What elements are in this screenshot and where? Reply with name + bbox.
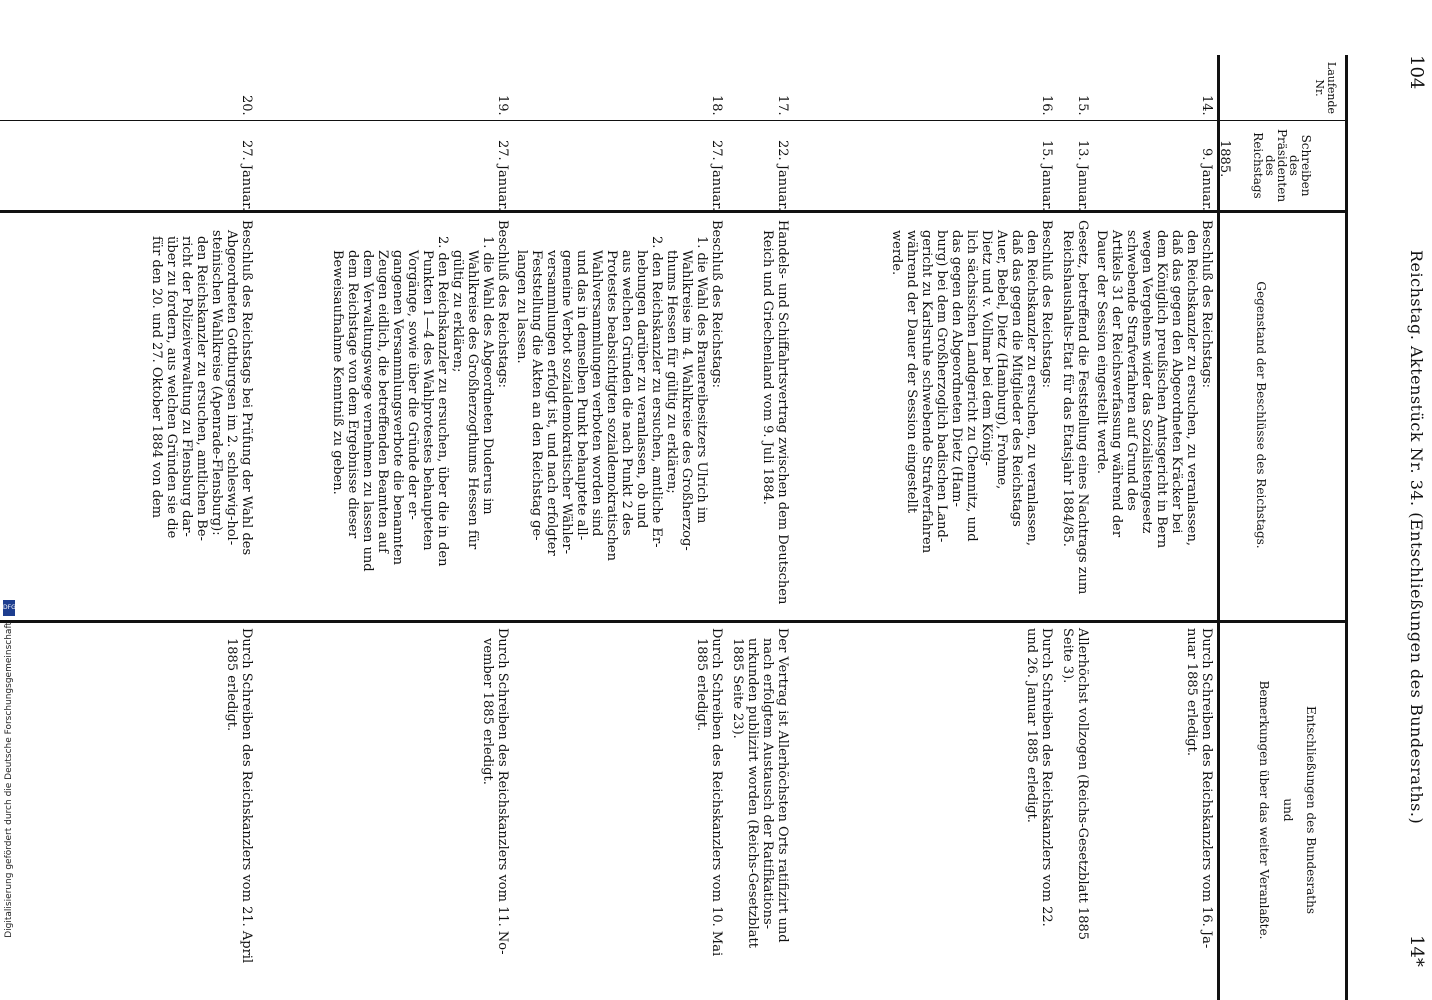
row-19-subject-2: Wahlkreise des Großherzogthums Hessen für: [465, 250, 480, 550]
row-14-subject-5: schwebende Strafverfahren auf Grund des: [1124, 230, 1139, 511]
row-15-subject-0: Gesetz, betreffend die Feststellung eines Nachtrags zum: [1075, 220, 1090, 595]
page-number: 104: [1406, 55, 1427, 90]
row-18-subject-13: langen zu lassen.: [514, 250, 529, 364]
row-14-subject-2: daß das gegen den Abgeordneten Kräcker bei: [1169, 230, 1184, 534]
row-17-remarks-1: nach erfolgtem Austausch der Ratifikations-: [760, 638, 775, 930]
rule-header-bottom: [1217, 55, 1220, 1000]
row-19-subject-5: Punkten 1—4 des Wahlprotestes behaupteten: [420, 250, 435, 551]
row-14-remarks-0: Durch Schreiben des Reichskanzlers vom 16. Ja-: [1199, 628, 1214, 949]
row-20-subject-5: über zu fordern, aus welchen Gründen sie die: [164, 236, 179, 539]
page-mark: 14*: [1406, 935, 1427, 967]
row-17-remarks-3: 1885 Seite 23).: [730, 638, 745, 739]
rule-after-nr: [0, 120, 1348, 121]
row-20-subject-4: richt der Polizeiverwaltung zu Flensburg dar-: [179, 236, 194, 537]
row-20-subject-2: steinischen Wahlkreise (Apenrade-Flensburg):: [209, 230, 224, 536]
row-18-subject-12: Feststellung die Akten an den Reichstag ge-: [529, 250, 544, 541]
row-16-subject-2: daß das gegen die Mitglieder des Reichstags: [1009, 230, 1024, 527]
row-18-subject-1: 1. die Wahl des Brauereibesitzers Ulrich im: [694, 236, 709, 524]
row-18-subject-6: aus welchen Gründen die nach Punkt 2 des: [619, 250, 634, 536]
row-17-remarks-0: Der Vertrag ist Allerhöchsten Orts ratifizirt und: [775, 628, 790, 943]
row-18-subject-4: 2. den Reichskanzler zu ersuchen, amtliche Er-: [649, 236, 664, 548]
row-18-subject-3: thums Hessen für gültig zu erklären;: [664, 250, 679, 494]
row-16-subject-5: lich sächsischen Landgericht zu Chemnitz, und: [964, 230, 979, 542]
row-19-subject-6: Vorgänge, sowie über die Gründe der er-: [405, 250, 420, 520]
row-20-subject-1: Abgeordneten Gottburgsen im 2. schleswig-hol-: [224, 230, 239, 546]
row-15-remarks-1: Seite 3).: [1060, 628, 1075, 684]
row-16-subject-4: Dietz und v. Vollmar bei dem König-: [979, 230, 994, 466]
row-16-subject-10: werde.: [889, 230, 904, 276]
row-15-remarks-0: Allerhöchst vollzogen (Reichs-Gesetzblatt 1885: [1075, 628, 1090, 941]
row-18-subject-10: gemeine Verbot sozialdemokratischer Wähler-: [559, 250, 574, 554]
digitization-footer: [2, 600, 16, 980]
row-20-date: 27. Januar.: [239, 140, 254, 212]
row-18-remarks-1: 1885 erledigt.: [694, 638, 709, 732]
row-14-subject-3: dem Königlich preußischen Amtsgericht in Bern: [1154, 230, 1169, 549]
row-16-subject-6: das gegen den Abgeordneten Dietz (Ham-: [949, 230, 964, 507]
row-20-subject-3: den Reichskanzler zu ersuchen, amtlichen Be-: [194, 236, 209, 541]
row-14-nr: 14.: [1199, 95, 1214, 116]
row-20-nr: 20.: [239, 95, 254, 116]
row-18-subject-8: Wahlversammlungen verboten worden sind: [589, 250, 604, 537]
row-17-subject-0: Handels- und Schiffahrtsvertrag zwischen dem Deutschen: [775, 220, 790, 605]
row-19-remarks-1: vember 1885 erledigt.: [480, 638, 495, 785]
row-19-subject-9: dem Verwaltungswege vernehmen zu lassen und: [360, 250, 375, 572]
rule-after-date: [0, 210, 1348, 213]
row-20-remarks-1: 1885 erledigt.: [224, 638, 239, 732]
row-16-subject-0: Beschluß des Reichstags:: [1039, 220, 1054, 389]
row-18-nr: 18.: [709, 95, 724, 116]
row-15-nr: 15.: [1075, 95, 1090, 116]
row-16-subject-3: Auer, Bebel, Dietz (Hamburg), Frohme,: [994, 230, 1009, 490]
row-14-subject-6: Artikels 31 der Reichsverfassung während der: [1109, 230, 1124, 538]
row-18-subject-2: Wahlkreise im 4. Wahlkreise des Großherzog-: [679, 250, 694, 551]
row-14-subject-1: den Reichskanzler zu ersuchen, zu veranlassen,: [1184, 230, 1199, 546]
row-18-subject-11: versammlungen erfolgt ist, und nach erfolgter: [544, 250, 559, 556]
row-16-subject-9: während der Dauer der Session eingestellt: [904, 230, 919, 514]
header-remarks-2: und: [1281, 798, 1295, 822]
running-head: Reichstag. Aktenstück Nr. 34. (Entschließungen des Bundesraths.): [1407, 250, 1426, 825]
row-14-subject-7: Dauer der Session eingestellt werde.: [1094, 230, 1109, 475]
row-19-remarks-0: Durch Schreiben des Reichskanzlers vom 11. No-: [495, 628, 510, 955]
row-19-subject-8: Zeugen eidlich, die betreffenden Beamten auf: [375, 250, 390, 553]
row-14-subject-0: Beschluß des Reichstags:: [1199, 220, 1214, 389]
row-20-subject-6: für den 20. und 27. Oktober 1884 von dem: [149, 236, 164, 519]
row-18-subject-9: und das in demselben Punkt behauptete all-: [574, 250, 589, 541]
rule-top: [1345, 55, 1348, 1000]
year-label: 1885.: [1217, 140, 1232, 178]
row-18-remarks-0: Durch Schreiben des Reichskanzlers vom 10. Mai: [709, 628, 724, 957]
header-subject: Gegenstand der Beschlüsse des Reichstags.: [1254, 281, 1268, 549]
dfg-logo: DFG: [3, 600, 15, 616]
header-schreiben: Schreiben des Präsidenten des Reichstags: [1251, 128, 1313, 203]
rule-after-subject: [0, 620, 1348, 623]
header-nr: Laufende Nr.: [1313, 61, 1338, 115]
row-19-subject-10: dem Reichstage von dem Ergebnisse dieser: [345, 250, 360, 539]
row-19-date: 27. Januar.: [495, 140, 510, 212]
row-19-subject-0: Beschluß des Reichstags:: [495, 220, 510, 389]
row-15-date: 13. Januar.: [1075, 140, 1090, 212]
row-17-remarks-2: urkunden publizirt worden (Reichs-Gesetzblatt: [745, 638, 760, 948]
row-19-subject-3: gültig zu erklären;: [450, 250, 465, 373]
row-19-nr: 19.: [495, 95, 510, 116]
header-remarks-3: Bemerkungen über das weiter Veranlaßte.: [1257, 680, 1271, 940]
row-19-subject-1: 1. die Wahl des Abgeordneten Duderus im: [480, 236, 495, 515]
row-18-subject-7: Protestes beabsichtigten sozialdemokratischen: [604, 250, 619, 561]
row-14-subject-4: wegen Vergehens wider das Sozialistengesetz: [1139, 230, 1154, 534]
row-17-nr: 17.: [775, 95, 790, 116]
row-19-subject-4: 2. den Reichskanzler zu ersuchen, über die in den: [435, 236, 450, 567]
row-16-nr: 16.: [1039, 95, 1054, 116]
row-16-remarks-1: und 26. Januar 1885 erledigt.: [1024, 628, 1039, 823]
row-15-subject-1: Reichshaushalts-Etat für das Etatsjahr 1884/85.: [1060, 230, 1075, 547]
row-16-subject-8: gericht zu Karlsruhe schwebende Strafverfahren: [919, 230, 934, 554]
row-16-date: 15. Januar.: [1039, 140, 1054, 212]
row-20-subject-0: Beschluß des Reichstags bei Prüfung der Wahl des: [239, 220, 254, 556]
row-16-subject-1: den Reichskanzler zu ersuchen, zu veranlassen,: [1024, 230, 1039, 546]
row-14-remarks-1: nuar 1885 erledigt.: [1184, 628, 1199, 756]
row-19-subject-7: gangenen Versammlungsverbote die benannten: [390, 250, 405, 566]
row-17-subject-1: Reich und Griechenland vom 9. Juli 1884.: [760, 230, 775, 505]
row-18-subject-5: hebungen darüber zu veranlassen, ob und: [634, 250, 649, 529]
row-18-date: 27. Januar.: [709, 140, 724, 212]
row-14-date: 9. Januar.: [1199, 148, 1214, 211]
row-20-remarks-0: Durch Schreiben des Reichskanzlers vom 21. April: [239, 628, 254, 964]
row-19-subject-11: Beweisaufnahme Kenntniß zu geben.: [330, 250, 345, 495]
row-16-subject-7: burg) bei dem Großherzoglich badischen Land-: [934, 230, 949, 543]
header-remarks-1: Entschließungen des Bundesraths: [1304, 705, 1318, 915]
row-18-subject-0: Beschluß des Reichstags:: [709, 220, 724, 389]
row-17-date: 22. Januar.: [775, 140, 790, 212]
row-16-remarks-0: Durch Schreiben des Reichskanzlers vom 22.: [1039, 628, 1054, 927]
footer-text: Digitalisierung gefördert durch die Deutsche Forschungsgemeinschaft: [4, 622, 14, 938]
